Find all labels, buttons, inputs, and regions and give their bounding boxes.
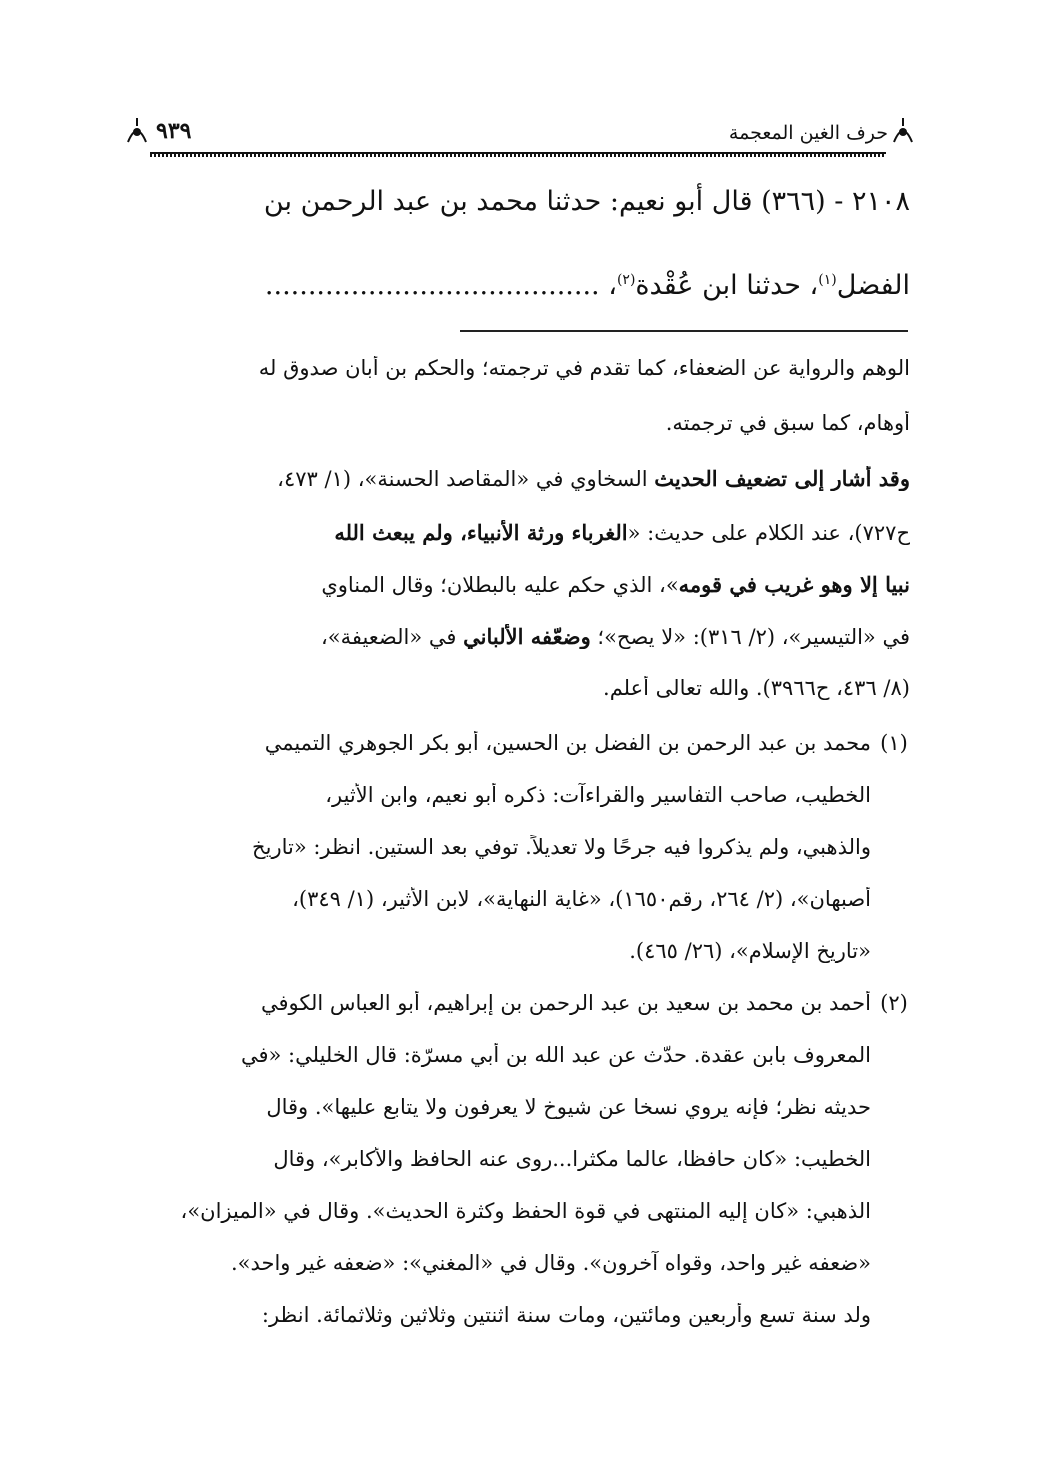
footnote-text: السخاوي في «المقاصد الحسنة»، (١/ ٤٧٣،: [277, 467, 655, 491]
footnote-text: في «الضعيفة»،: [320, 625, 464, 649]
footnote1-line: الخطيب، صاحب التفاسير والقراءآت: ذكره أبو نعيم، وابن الأثير،: [325, 783, 871, 807]
footnote-line: الوهم والرواية عن الضعفاء، كما تقدم في ترجمته؛ والحكم بن أبان صدوق له: [258, 356, 910, 380]
footnote2-line: الذهبي: «كان إليه المنتهى في قوة الحفظ وكثرة الحديث». وقال في «الميزان»،: [180, 1199, 871, 1223]
footnote-text: في «التيسير»، (٢/ ٣١٦): «لا يصح»؛: [590, 625, 910, 649]
header-title: حرف الغين المعجمة: [728, 122, 888, 144]
footnote2-line: ولد سنة تسع وأربعين ومائتين، ومات سنة اثنتين وثلاثين وثلاثمائة. انظر:: [261, 1303, 871, 1327]
footnote2-line: حديثه نظر؛ فإنه يروي نسخا عن شيوخ لا يعرفون ولا يتابع عليها». وقال: [266, 1095, 871, 1119]
footnote-line: (٨/ ٤٣٦، ح٣٩٦٦). والله تعالى أعلم.: [603, 676, 910, 700]
footnote-line: [128, 572, 910, 597]
header-rule: [150, 152, 886, 157]
footnote1-line: أصبهان»، (٢/ ٢٦٤، رقم١٦٥٠)، «غاية النهاية»، لابن الأثير، (١/ ٣٤٩)،: [292, 887, 871, 911]
bold-text: وضعّفه الألباني: [463, 624, 591, 649]
footnote-text: »، الذي حكم عليه بالبطلان؛ وقال المناوي: [321, 573, 679, 597]
footnote1-line: «تاريخ الإسلام»، (٢٦/ ٤٦٥).: [629, 939, 871, 963]
footnote2-line: «ضعفه غير واحد، وقواه آخرون». وقال في «المغني»: «ضعفه غير واحد».: [230, 1251, 871, 1275]
bold-text: نبيا إلا وهو غريب في قومه: [678, 572, 910, 597]
bold-text: الغرباء ورثة الأنبياء، ولم يبعث الله: [334, 520, 628, 545]
footnote-separator: [460, 330, 908, 332]
footnote2-line: أحمد بن محمد بن سعيد بن عبد الرحمن بن إبراهيم، أبو العباس الكوفي: [260, 991, 871, 1015]
footnote2-line: المعروف بابن عقدة. حدّث عن عبد الله بن أبي مسرّة: قال الخليلي: «في: [240, 1043, 871, 1067]
footnote-line: [128, 466, 910, 491]
hadith-text: ، حدثنا ابن عُقْدة: [635, 270, 819, 301]
footnote2-line: الخطيب: «كان حافظا، عالما مكثرا...روى عنه الحافظ والأكابر»، وقال: [273, 1147, 871, 1171]
header-ornament-left: [124, 112, 150, 152]
footnote-ref-1: (١): [818, 272, 837, 288]
ellipsis-dots: ، .......................................: [264, 270, 617, 301]
footnote-number-1: (١): [880, 731, 908, 755]
page-number: ٩٣٩: [156, 118, 192, 144]
footnote-ref-2: (٢): [616, 272, 636, 288]
footnote-line: أوهام، كما سبق في ترجمته.: [665, 411, 910, 435]
bold-text: وقد أشار إلى تضعيف الحديث: [654, 466, 910, 491]
footnote-line: [128, 520, 910, 545]
footnote1-line: محمد بن عبد الرحمن بن الفضل بن الحسين، أبو بكر الجوهري التميمي: [264, 731, 871, 755]
hadith-line-2: [128, 270, 910, 301]
header-ornament-right: [890, 112, 916, 152]
footnote-number-2: (٢): [880, 991, 908, 1015]
hadith-text: الفضل: [836, 270, 910, 301]
footnote1-line: والذهبي، ولم يذكروا فيه جرحًا ولا تعديلاً. توفي بعد الستين. انظر: «تاريخ: [252, 835, 871, 859]
footnote-line: [128, 624, 910, 649]
page-header: [128, 108, 910, 158]
footnote-text: ح٧٢٧)، عند الكلام على حديث: «: [627, 521, 910, 545]
hadith-line-1: ٢١٠٨ - (٣٦٦) قال أبو نعيم: حدثنا محمد بن عبد الرحمن بن: [263, 186, 910, 217]
